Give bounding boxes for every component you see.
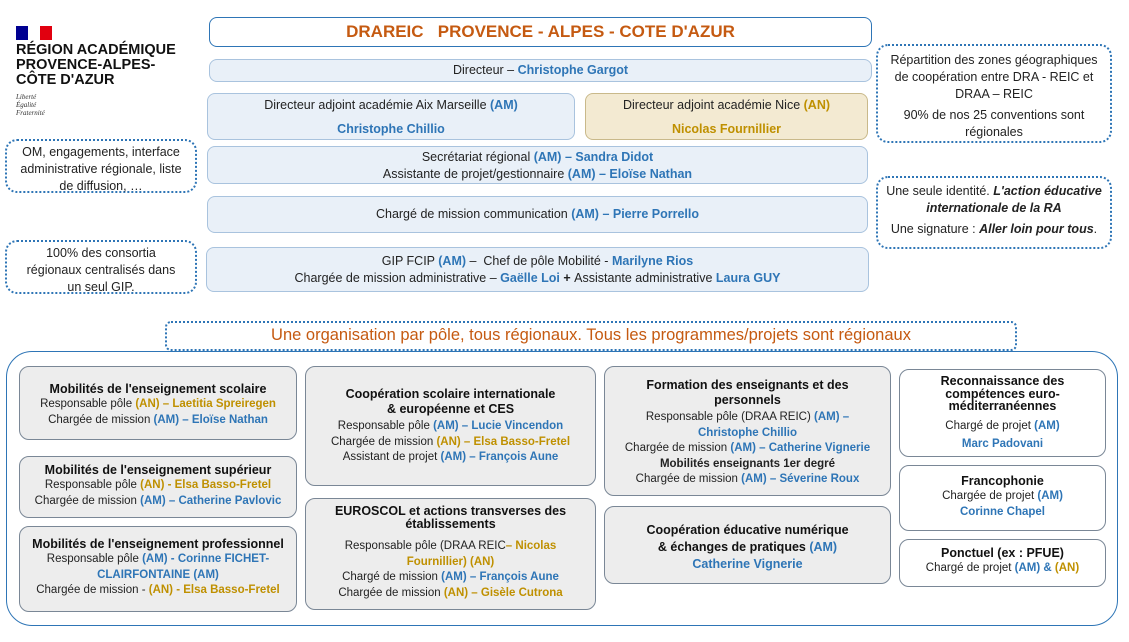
- secretariat-line2-value: (AM) – Eloïse Nathan: [567, 167, 693, 181]
- adjoint-aix-name: Christophe Chillio: [337, 122, 445, 136]
- logo: [16, 26, 201, 117]
- adjoint-aix-box: [207, 93, 575, 140]
- pole-euroscol-c1-label: Chargé de mission: [342, 571, 442, 583]
- note-repartition-text: Répartition des zones géographiques de coopération entre DRA - REIC et DRAA – REIC: [890, 53, 1098, 101]
- gip-line2-d: Assistante administrative: [574, 271, 716, 285]
- organisation-banner: [165, 321, 1017, 351]
- pole-superieur-r-label: Responsable pôle: [44, 479, 141, 491]
- note-identite-a: Une seule identité.: [886, 184, 994, 198]
- communication-label: Chargé de mission communication: [375, 207, 572, 221]
- motto-fraternite: Fraternité: [16, 109, 45, 117]
- gip-line2-b: Gaëlle Loi: [500, 271, 560, 285]
- note-om: [5, 139, 197, 193]
- pole-superieur: [19, 456, 297, 518]
- note-signature-c: .: [1093, 222, 1098, 236]
- header-title-box: [209, 17, 872, 47]
- note-signature-b: Aller loin pour tous: [979, 222, 1094, 236]
- pole-cooperation-a-value: (AM) – François Aune: [440, 451, 559, 463]
- gip-line2-a: Chargée de mission administrative –: [294, 271, 501, 285]
- gip-line2-c: +: [559, 271, 575, 285]
- pole-reconnaissance-title: Reconnaissance des compétences euro-méditerranéennes: [940, 374, 1065, 413]
- pole-scolaire: [19, 366, 297, 440]
- secretariat-line1-label: Secrétariat régional: [421, 150, 534, 164]
- motto-egalite: Égalité: [16, 101, 37, 109]
- pole-professionnel-c-label: Chargée de mission -: [36, 584, 149, 596]
- pole-reconnaissance-name: Marc Padovani: [961, 438, 1044, 450]
- pole-professionnel: [19, 526, 297, 612]
- pole-reconnaissance-tag: (AM): [1034, 419, 1060, 432]
- note-identite: [876, 176, 1112, 249]
- pole-reconnaissance: [899, 369, 1106, 457]
- adjoint-aix-label: Directeur adjoint académie Aix Marseille: [264, 98, 491, 112]
- pole-euroscol-r-label: Responsable pôle (DRAA REIC: [344, 540, 506, 552]
- pole-professionnel-title: Mobilités de l'enseignement professionnel: [32, 537, 284, 551]
- pole-ponctuel-title: Ponctuel (ex : PFUE): [941, 546, 1064, 560]
- pole-numerique: [604, 506, 891, 584]
- gip-line1-c: – Chef de pôle Mobilité -: [466, 254, 612, 268]
- pole-ponctuel: [899, 539, 1106, 587]
- pole-formation-c-label: Chargée de mission: [624, 442, 731, 454]
- banner-text: Une organisation par pôle, tous régionaux. Tous les programmes/projets sont régionaux: [271, 326, 911, 344]
- directeur-box: [209, 59, 872, 82]
- pole-francophonie-title: Francophonie: [961, 474, 1044, 488]
- pole-reconnaissance-label: Chargé de projet: [945, 419, 1035, 432]
- gip-line2-e: Laura GUY: [715, 271, 781, 285]
- pole-ponctuel-tag2: (AN): [1054, 562, 1080, 574]
- pole-cooperation-title1: Coopération scolaire internationale: [345, 387, 556, 401]
- pole-cooperation-title2: & européenne et CES: [386, 402, 515, 416]
- adjoint-aix-tag: (AM): [490, 98, 518, 112]
- gip-line1-a: GIP FCIP: [381, 254, 439, 268]
- pole-superieur-c-label: Chargée de mission: [34, 494, 141, 507]
- pole-numerique-name: Catherine Vignerie: [692, 557, 803, 571]
- secretariat-line1-value: (AM) – Sandra Didot: [533, 150, 654, 164]
- pole-numerique-title2: & échanges de pratiques: [657, 540, 810, 554]
- note-consortia-text: 100% des consortia régionaux centralisés dans un seul GIP.: [26, 246, 176, 294]
- pole-superieur-c-value: (AM) – Catherine Pavlovic: [140, 494, 282, 507]
- pole-formation-c2-tag: (AM): [741, 473, 767, 485]
- pole-euroscol-title: EUROSCOL et actions transverses des établissements: [334, 504, 567, 531]
- note-om-text: OM, engagements, interface administrative régionale, liste de diffusion, …: [20, 145, 182, 193]
- secretariat-box: [207, 146, 868, 184]
- pole-scolaire-title: Mobilités de l'enseignement scolaire: [49, 382, 267, 396]
- pole-cooperation-a-label: Assistant de projet: [342, 451, 441, 463]
- note-identite-b: L'action éducative internationale de la RA: [926, 184, 1102, 215]
- pole-professionnel-c-value: (AN) - Elsa Basso-Fretel: [148, 584, 280, 596]
- pole-numerique-title1: Coopération éducative numérique: [646, 523, 849, 537]
- pole-professionnel-r-value: (AM) - Corinne FICHET-CLAIRFONTAINE (AM): [97, 553, 270, 581]
- gip-box: [206, 247, 869, 292]
- pole-formation-c2-label: Chargée de mission: [635, 473, 742, 485]
- pole-professionnel-r-label: Responsable pôle: [46, 553, 143, 565]
- pole-francophonie-tag: (AM): [1037, 490, 1063, 502]
- note-repartition: [876, 44, 1112, 143]
- french-flag-icon: [16, 26, 201, 40]
- pole-ponctuel-label: Chargé de projet: [925, 562, 1015, 574]
- pole-cooperation-c-value: (AN) – Elsa Basso-Fretel: [436, 435, 571, 448]
- pole-cooperation: [305, 366, 596, 486]
- pole-francophonie-name: Corinne Chapel: [960, 505, 1045, 518]
- header-title: DRAREIC PROVENCE - ALPES - COTE D'AZUR: [346, 22, 735, 41]
- logo-line-3: CÔTE D'AZUR: [16, 72, 115, 88]
- pole-francophonie: [899, 465, 1106, 531]
- gip-line1-d: Marilyne Rios: [611, 254, 694, 268]
- pole-formation-c-value: (AM) – Catherine Vignerie: [730, 442, 871, 454]
- pole-formation-sub: Mobilités enseignants 1er degré: [659, 457, 836, 470]
- pole-numerique-tag: (AM): [809, 540, 838, 554]
- pole-scolaire-c-value: (AM) – Eloïse Nathan: [153, 413, 268, 426]
- adjoint-nice-box: [585, 93, 868, 140]
- motto: [16, 93, 201, 117]
- motto-liberte: Liberté: [16, 93, 37, 101]
- pole-euroscol: [305, 498, 596, 610]
- pole-scolaire-r-label: Responsable pôle: [40, 398, 136, 410]
- pole-euroscol-c2-label: Chargée de mission: [338, 586, 444, 599]
- communication-value: (AM) – Pierre Porrello: [571, 207, 700, 221]
- pole-cooperation-r-value: (AM) – Lucie Vincendon: [433, 420, 564, 432]
- note-signature-a: Une signature :: [890, 222, 980, 236]
- pole-euroscol-c1-value: (AM) – François Aune: [441, 571, 559, 583]
- directeur-name: Christophe Gargot: [517, 63, 629, 77]
- gip-line1-b: (AM): [438, 254, 467, 268]
- note-consortia: [5, 240, 197, 294]
- pole-formation-c2-value: – Séverine Roux: [766, 473, 860, 485]
- adjoint-nice-tag: (AN): [803, 98, 831, 112]
- pole-formation-r-value: (AM) – Christophe Chillio: [697, 411, 850, 439]
- pole-superieur-title: Mobilités de l'enseignement supérieur: [44, 463, 272, 477]
- pole-superieur-r-value: (AN) - Elsa Basso-Fretel: [140, 479, 272, 491]
- pole-ponctuel-tag1: (AM): [1014, 562, 1041, 574]
- logo-line-1: RÉGION ACADÉMIQUE: [16, 42, 176, 58]
- pole-euroscol-c2-value: (AN) – Gisèle Cutrona: [443, 586, 563, 599]
- note-conventions-text: 90% de nos 25 conventions sont régionales: [903, 108, 1085, 139]
- pole-scolaire-r-value: (AN) – Laetitia Spreiregen: [135, 398, 276, 410]
- directeur-label: Directeur –: [452, 63, 518, 77]
- pole-formation-title: Formation des enseignants et des personnels: [646, 378, 849, 407]
- adjoint-nice-label: Directeur adjoint académie Nice: [622, 98, 804, 112]
- pole-ponctuel-amp: &: [1040, 562, 1055, 574]
- pole-euroscol-r-value: – Nicolas Fournillier) (AN): [406, 540, 557, 568]
- pole-francophonie-label: Chargée de projet: [942, 490, 1038, 502]
- pole-formation-r-label: Responsable pôle (DRAA REIC): [645, 411, 814, 423]
- pole-cooperation-r-label: Responsable pôle: [337, 420, 434, 432]
- pole-cooperation-c-label: Chargée de mission: [330, 435, 437, 448]
- secretariat-line2-label: Assistante de projet/gestionnaire: [382, 167, 568, 181]
- communication-box: [207, 196, 868, 233]
- logo-line-2: PROVENCE-ALPES-: [16, 57, 156, 73]
- pole-scolaire-c-label: Chargée de mission: [48, 413, 154, 426]
- adjoint-nice-name: Nicolas Fournillier: [671, 122, 782, 136]
- pole-formation: [604, 366, 891, 496]
